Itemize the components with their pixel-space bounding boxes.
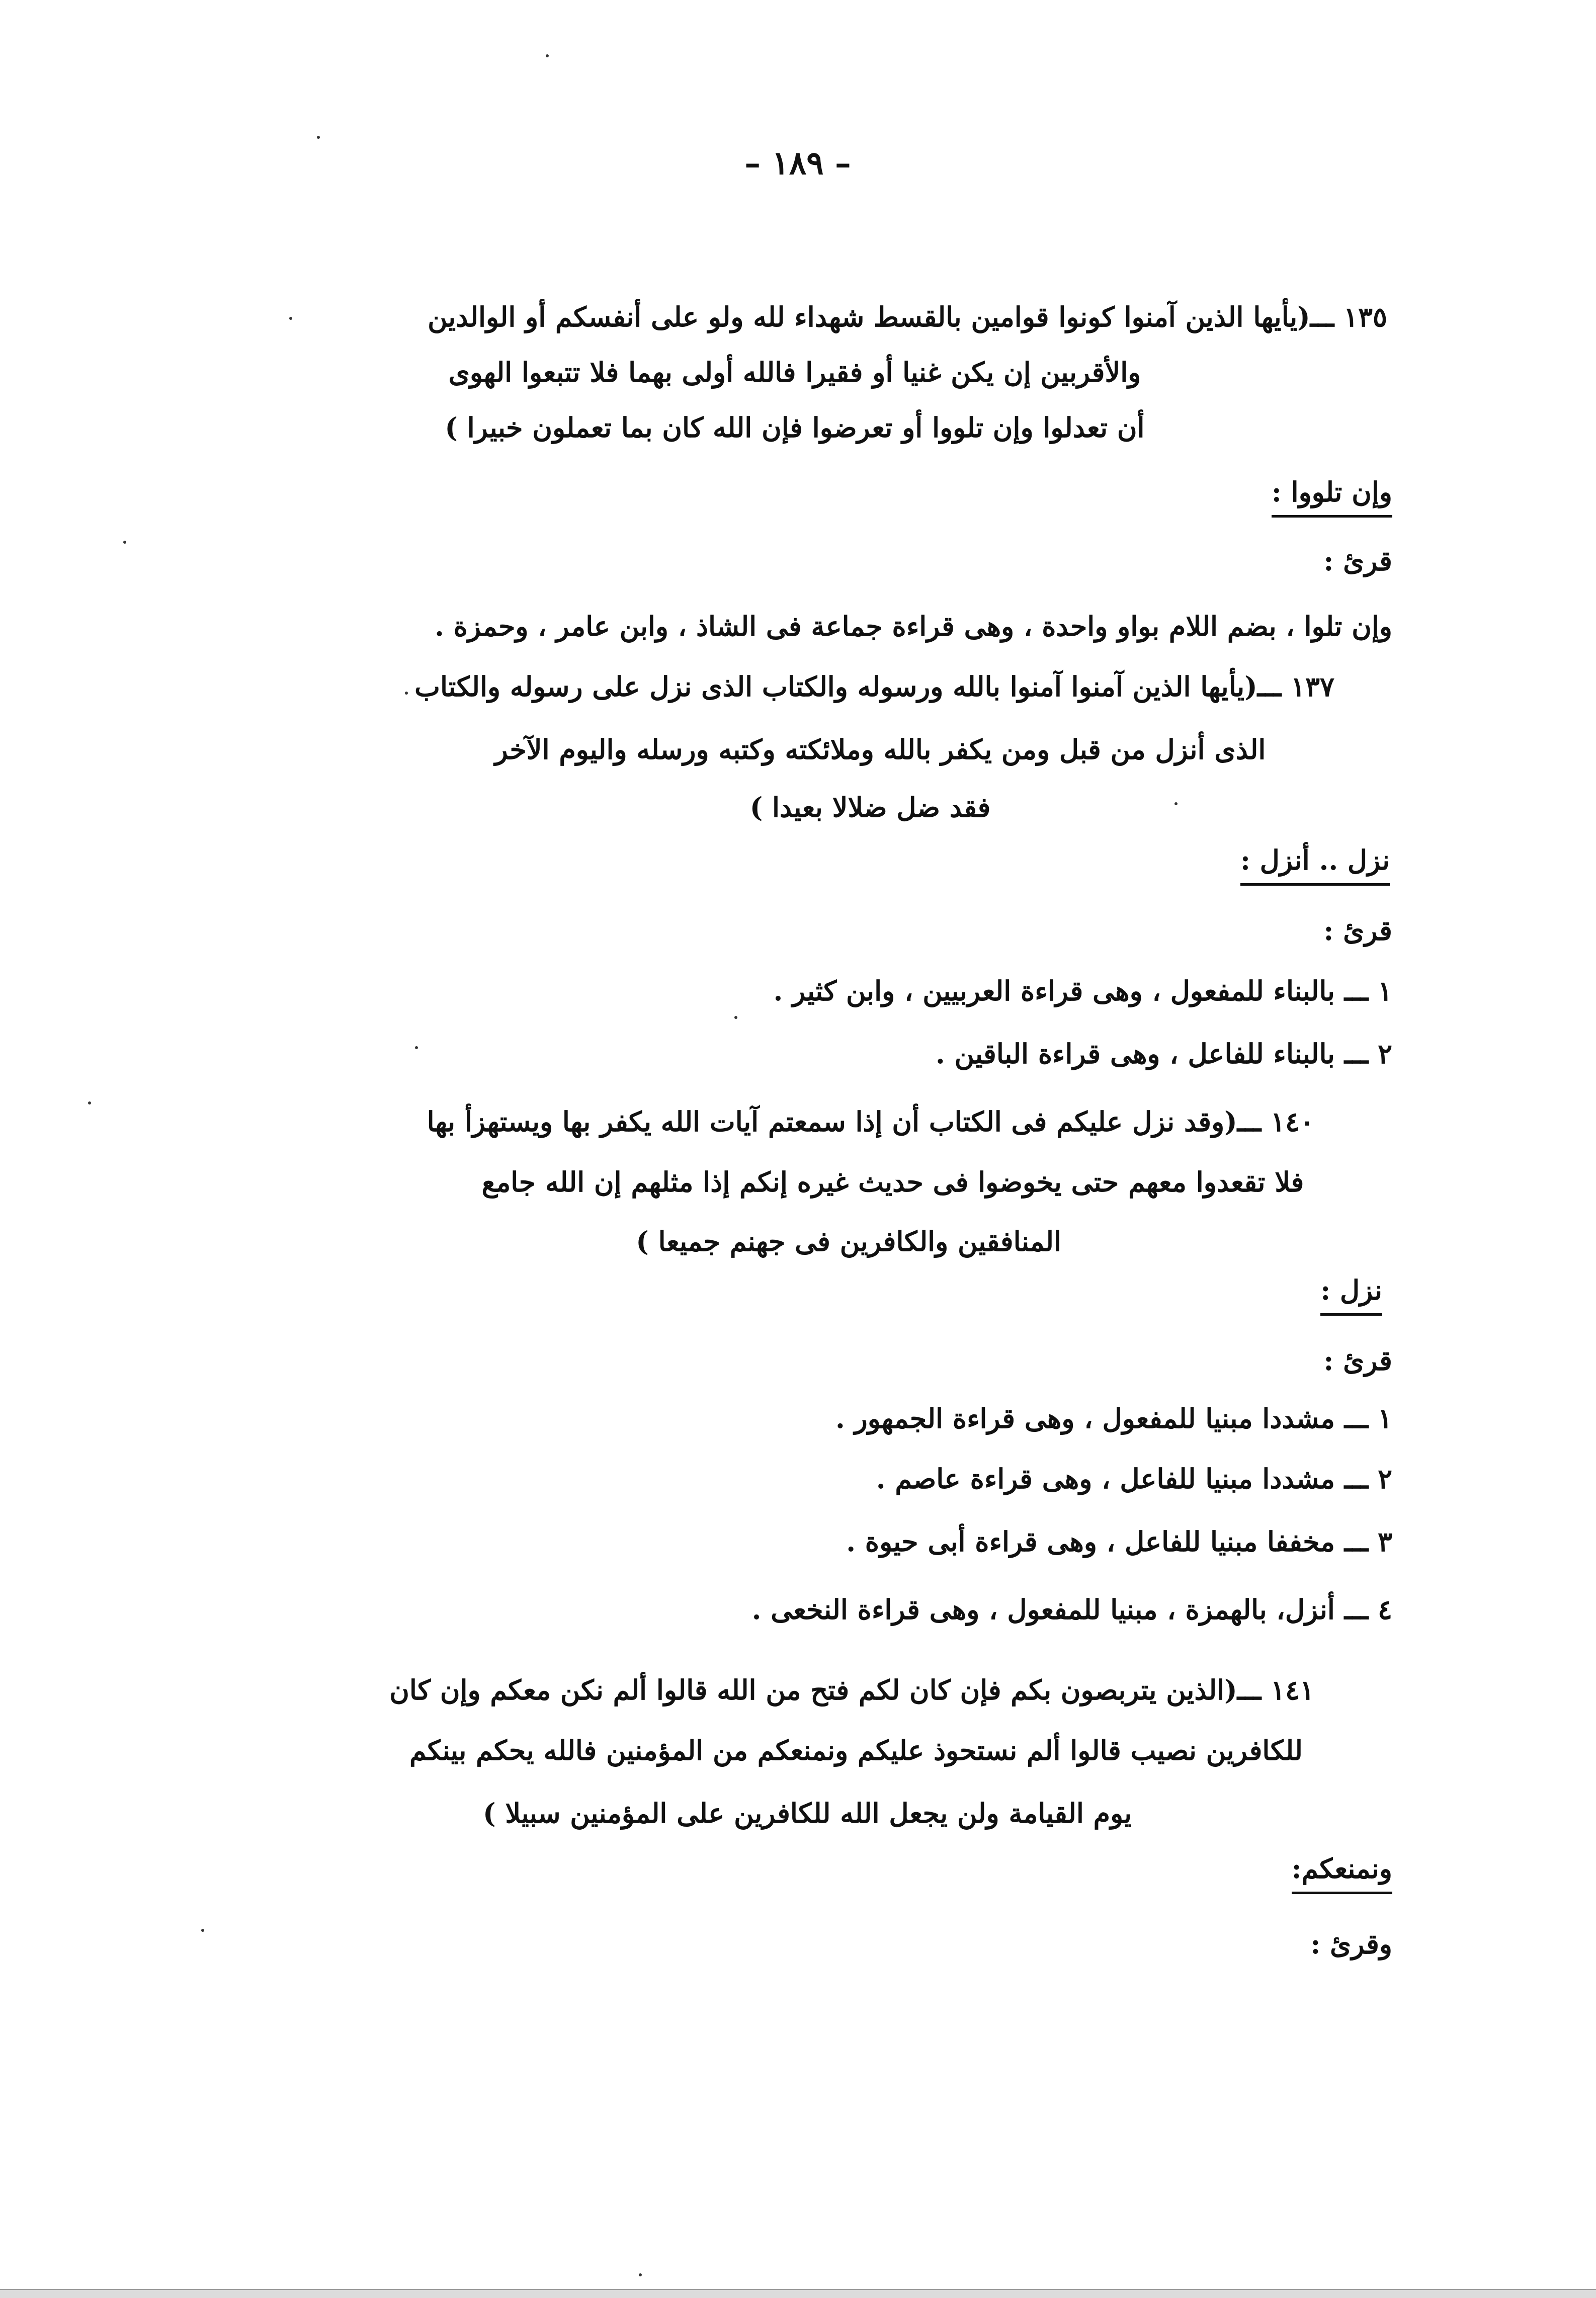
scan-speck [201,1929,204,1932]
section-heading-135: وإن تلووا : [1272,472,1392,518]
scan-speck [546,54,549,57]
scan-speck [123,541,126,544]
verse-137-line-2: الذى أنزل من قبل ومن يكفر بالله وملائكته وكتبه ورسله واليوم الآخر [494,733,1266,765]
qiri-label-137: قرئ : [1323,914,1392,947]
scan-speck [1174,802,1178,805]
verse-141-line-2: للكافرين نصيب قالوا ألم نستحوذ عليكم ونمنعكم من المؤمنين فالله يحكم بينكم [409,1734,1303,1766]
reading-note-140-3: ٣ ـــ مخففا مبنيا للفاعل ، وهى قراءة أبى حيوة . [846,1525,1392,1558]
verse-135-line-3: أن تعدلوا وإن تلووا أو تعرضوا فإن الله كان بما تعملون خبيرا ) [445,411,1145,444]
viewer-bottom-edge [0,2289,1596,2298]
verse-141-line-1: ١٤١ ـــ(الذين يتربصون بكم فإن كان لكم فتح من الله قالوا ألم نكن معكم وإن كان [389,1674,1314,1706]
section-heading-140: نزل : [1320,1270,1382,1316]
qiri-label-141: وقرئ : [1310,1928,1392,1960]
reading-note-135-1: وإن تلوا ، بضم اللام بواو واحدة ، وهى قراءة جماعة فى الشاذ ، وابن عامر ، وحمزة . [435,610,1392,642]
qiri-label-140: قرئ : [1323,1344,1392,1377]
section-heading-137: نزل .. أنزل : [1240,840,1390,886]
scan-speck [734,1016,737,1019]
verse-141-line-3: يوم القيامة ولن يجعل الله للكافرين على المؤمنين سبيلا ) [483,1797,1132,1829]
qiri-label-135: قرئ : [1323,545,1392,577]
scan-speck [317,136,320,139]
scan-speck [415,1046,418,1049]
reading-note-140-2: ٢ ـــ مشددا مبنيا للفاعل ، وهى قراءة عاصم . [876,1463,1392,1495]
page-number: – ١٨٩ – [744,144,851,182]
reading-note-137-2: ٢ ـــ بالبناء للفاعل ، وهى قراءة الباقين . [936,1038,1392,1070]
verse-140-line-1: ١٤٠ ـــ(وقد نزل عليكم فى الكتاب أن إذا سمعتم آيات الله يكفر بها ويستهزأ بها [427,1105,1314,1138]
verse-137-line-3: فقد ضل ضلالا بعيدا ) [749,791,991,823]
scan-speck [639,2273,642,2276]
scan-speck [289,317,292,320]
section-heading-141: ونمنعكم: [1292,1848,1392,1894]
reading-note-137-1: ١ ـــ بالبناء للمفعول ، وهى قراءة العربيين ، وابن كثير . [773,975,1392,1007]
scan-speck [405,692,408,695]
reading-note-140-1: ١ ـــ مشددا مبنيا للمفعول ، وهى قراءة الجمهور . [835,1402,1392,1434]
verse-140-line-3: المنافقين والكافرين فى جهنم جميعا ) [636,1225,1061,1257]
reading-note-140-4: ٤ ـــ أنزل، بالهمزة ، مبنيا للمفعول ، وهى قراءة النخعى . [751,1593,1392,1626]
verse-135-line-1: ١٣٥ ـــ(يأيها الذين آمنوا كونوا قوامين بالقسط شهداء لله ولو على أنفسكم أو الوالدين [428,301,1387,333]
verse-137-line-1: ١٣٧ ـــ(يأيها الذين آمنوا آمنوا بالله ورسوله والكتاب الذى نزل على رسوله والكتاب [414,670,1334,703]
verse-135-line-2: والأقربين إن يكن غنيا أو فقيرا فالله أولى بهما فلا تتبعوا الهوى [448,356,1141,388]
scan-speck [88,1101,91,1104]
verse-140-line-2: فلا تقعدوا معهم حتى يخوضوا فى حديث غيره إنكم إذا مثلهم إن الله جامع [481,1166,1304,1198]
